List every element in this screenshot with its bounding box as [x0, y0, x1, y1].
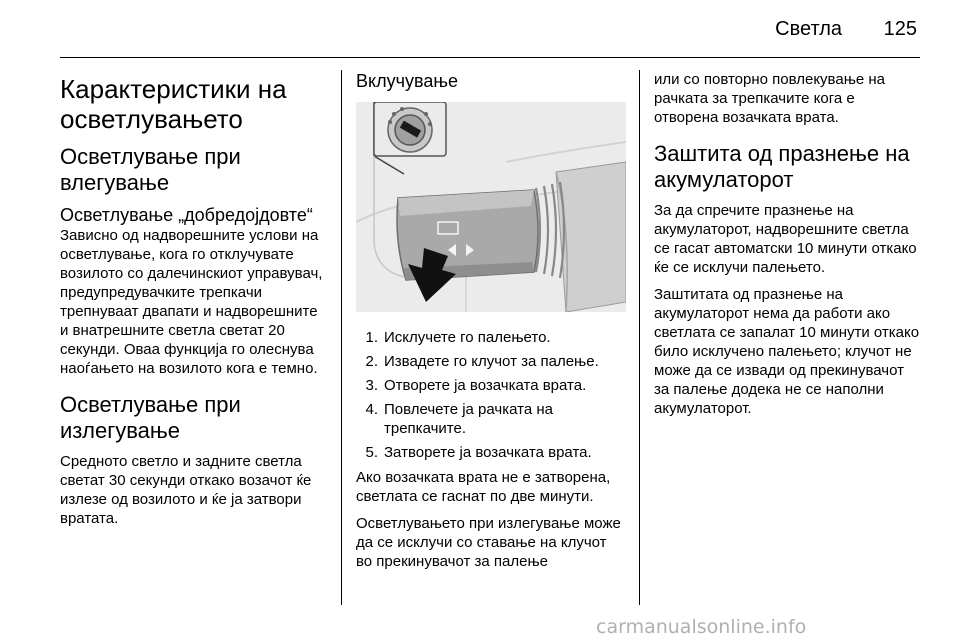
list-item	[356, 376, 626, 395]
list-item	[356, 328, 626, 347]
step-number: 2.	[365, 353, 378, 370]
body-paragraph: Осветлувањето при излегување може да се исклучи со ставање на клучот во прекинувачот за палење	[356, 515, 621, 570]
step-text: Исклучете го палењето.	[384, 329, 551, 346]
body-paragraph: Средното светло и задните светла светат 30 секунди откако возачот ќе излезе од возилото и ќе ја затвори вратата.	[60, 453, 312, 527]
page-number: 125	[883, 18, 917, 40]
section-heading: Заштита од празнење на акумулаторот	[654, 141, 910, 192]
step-text: Повлечете ја рачката на трепкачите.	[384, 401, 553, 437]
column-divider	[639, 70, 640, 605]
list-item	[356, 400, 626, 438]
body-paragraph: Ако возачката врата не е затворена, светлата се гаснат по две минути.	[356, 469, 611, 505]
column-divider	[341, 70, 342, 605]
steps-list	[356, 328, 626, 462]
watermark: carmanualsonline.info	[596, 616, 807, 638]
subsection-heading: Осветлување „добредојдовте“	[60, 205, 313, 225]
header-title: Светла	[775, 18, 842, 40]
turn-signal-lever-illustration	[356, 102, 626, 312]
body-paragraph: Заштитата од празнење на акумулаторот нема да работи ако светлата се запалат 10 минути откако било исклучено палењето; клучот не може да се извади од прекинувачот за палење додека не се наполни акумулаторот.	[654, 286, 920, 417]
body-paragraph: Зависно од надворешните услови на осветлување, кога го отклучувате возилото со далечинскиот управувач, предупредувачките трепкачи трепнуваат двапати и надворешните и внатрешните светла светат 20 секунди. Оваа функција го олеснува наоѓањето на возилото кога е темно.	[60, 227, 323, 377]
section-heading: Вклучување	[356, 71, 458, 91]
section-heading: Осветлување при влегување	[60, 144, 241, 195]
step-number: 5.	[365, 444, 378, 461]
section-title: Карактеристики на осветлувањето	[60, 74, 287, 134]
step-number: 1.	[365, 329, 378, 346]
column-right	[654, 70, 920, 426]
list-item	[356, 443, 626, 462]
body-paragraph: За да спречите празнење на акумулаторот, надворешните светла се гасат автоматски 10 минути откако ќе се исклучи палењето.	[654, 202, 917, 276]
step-text: Затворете ја возачката врата.	[384, 444, 592, 461]
lever-drawing	[356, 102, 626, 312]
body-paragraph: или со повторно повлекување на рачката за трепкачите кога е отворена возачката врата.	[654, 71, 886, 126]
list-item	[356, 352, 626, 371]
page-header	[0, 0, 960, 60]
step-number: 3.	[365, 377, 378, 394]
step-number: 4.	[365, 401, 378, 418]
header-divider	[60, 57, 920, 58]
column-middle	[356, 70, 626, 579]
step-text: Отворете ја возачката врата.	[384, 377, 587, 394]
column-left	[60, 70, 328, 536]
step-text: Извадете го клучот за палење.	[384, 353, 599, 370]
section-heading: Осветлување при излегување	[60, 392, 241, 443]
